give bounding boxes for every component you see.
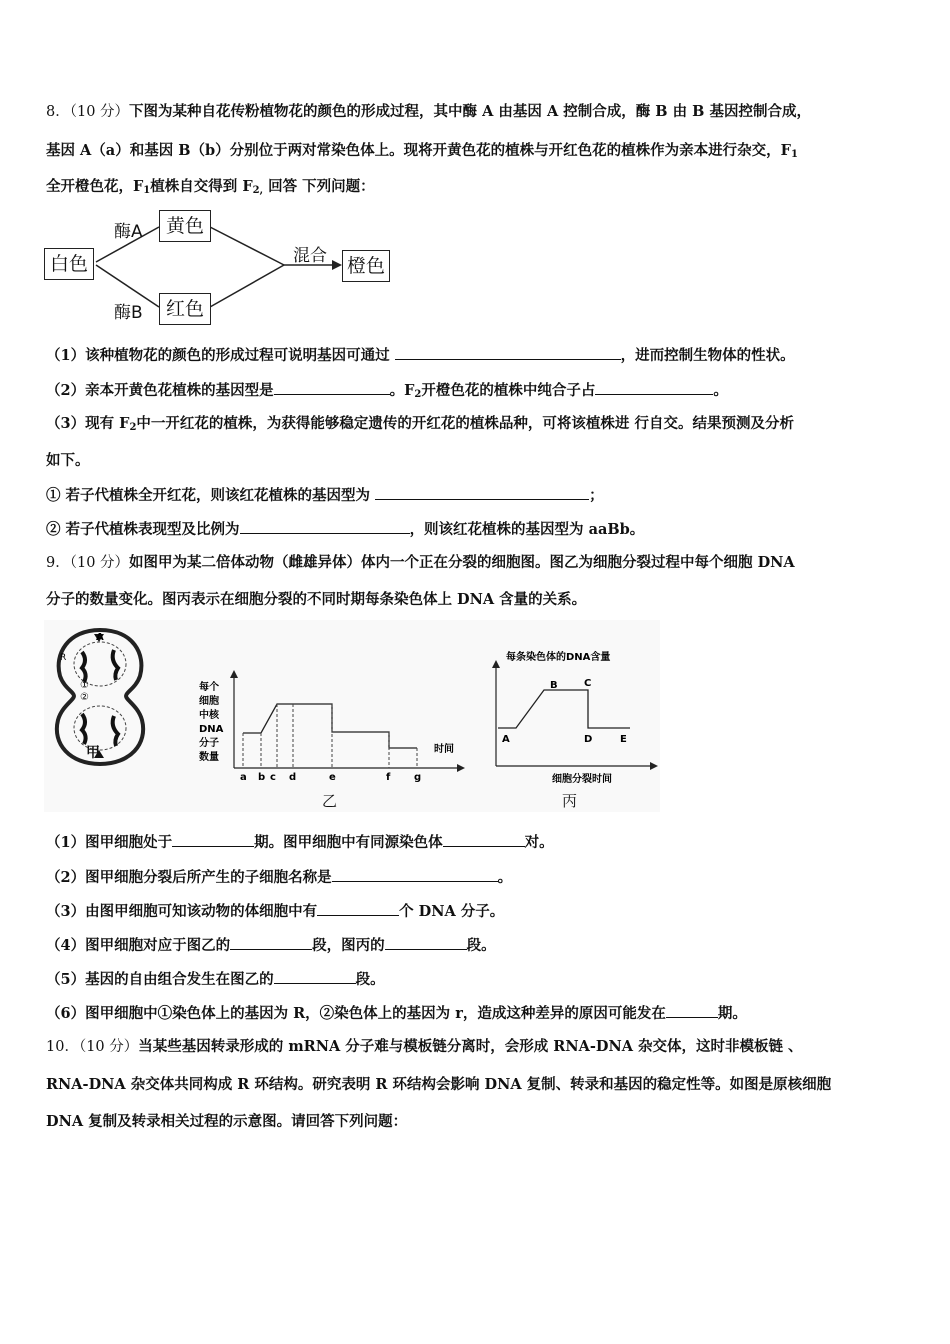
chart-bing xyxy=(484,628,659,798)
tick-g: g xyxy=(414,772,422,783)
tick-a: a xyxy=(240,772,247,783)
point-e: E xyxy=(620,734,627,745)
q9-sub-2: （2）图甲细胞分裂后所产生的子细胞名称是 。 xyxy=(46,869,513,886)
tick-c: c xyxy=(270,772,276,783)
q8-sub-2: （2）亲本开黄色花植株的基因型是 。$F_2$开橙色花的植株中纯合子占 。 xyxy=(46,382,728,400)
answer-blank[interactable] xyxy=(666,1003,718,1018)
answer-blank[interactable] xyxy=(385,935,467,950)
q8-sub-1: （1）该种植物花的颜色的形成过程可说明基因可通过 ，进而控制生物体的性状。 xyxy=(46,347,795,364)
point-d: D xyxy=(584,734,593,745)
q10-line-3: DNA 复制及转录相关过程的示意图。请回答下列问题： xyxy=(46,1113,408,1130)
tick-d: d xyxy=(289,772,297,783)
y-label-5: 分子 xyxy=(199,738,219,749)
mix-label: 混合 xyxy=(293,246,327,266)
y-label-6: 数量 xyxy=(199,752,219,763)
label-chromosome-1: ① xyxy=(80,680,89,691)
answer-blank[interactable] xyxy=(274,380,390,395)
q9-sub-1: （1）图甲细胞处于 期。图甲细胞中有同源染色体 对。 xyxy=(46,834,554,851)
enzyme-b-label: 酶B xyxy=(114,303,143,323)
cell-diagram-jia xyxy=(48,624,158,774)
y-label-1: 每个 xyxy=(199,682,219,693)
answer-blank[interactable] xyxy=(230,935,312,950)
answer-blank[interactable] xyxy=(595,380,713,395)
point-b: B xyxy=(550,680,558,691)
label-r: R xyxy=(60,653,67,663)
point-c: C xyxy=(584,678,592,689)
caption-jia: 甲 xyxy=(86,745,100,761)
point-a: A xyxy=(502,734,510,745)
y-label-2: 细胞 xyxy=(199,696,219,707)
tick-f: f xyxy=(386,772,391,783)
answer-blank[interactable] xyxy=(317,901,399,916)
q9-sub-4: （4）图甲细胞对应于图乙的 段，图丙的 段。 xyxy=(46,937,496,954)
x-label: 细胞分裂时间 xyxy=(552,774,612,785)
answer-blank[interactable] xyxy=(375,485,589,500)
answer-blank[interactable] xyxy=(443,832,525,847)
red-box: 红色 xyxy=(159,293,211,325)
label-chromosome-2: ② xyxy=(80,692,89,703)
q8-sub-3-case-2: ② 若子代植株表现型及比例为 ，则该红花植株的基因型为 aaBb。 xyxy=(46,521,645,538)
caption-bing: 丙 xyxy=(562,792,578,810)
x-label: 时间 xyxy=(434,744,454,755)
label-a: A xyxy=(96,632,104,643)
flower-color-pathway-diagram xyxy=(44,205,404,330)
cell-division-figures xyxy=(44,620,660,812)
q10-line-1: 10．（10 分）当某些基因转录形成的 mRNA 分子难与模板链分离时，会形成 RNA-DNA 杂交体，这时非模板链 、 xyxy=(46,1038,803,1055)
y-label: 每条染色体的DNA含量 xyxy=(506,652,611,663)
q8-sub-3-case-1: ① 若子代植株全开红花，则该红花植株的基因型为 ； xyxy=(46,487,604,504)
y-label-4: DNA xyxy=(199,724,224,735)
answer-blank[interactable] xyxy=(332,867,498,882)
answer-blank[interactable] xyxy=(274,969,356,984)
q9-line-1: 9．（10 分）如图甲为某二倍体动物（雌雄异体）体内一个正在分裂的细胞图。图乙为细胞分裂过程中每个细胞 DNA xyxy=(46,554,795,571)
tick-b: b xyxy=(258,772,266,783)
q9-sub-5: （5）基因的自由组合发生在图乙的 段。 xyxy=(46,971,385,988)
enzyme-a-label: 酶A xyxy=(114,222,143,242)
white-box: 白色 xyxy=(44,248,94,280)
yellow-box: 黄色 xyxy=(159,210,211,242)
q9-line-2: 分子的数量变化。图丙表示在细胞分裂的不同时期每条染色体上 DNA 含量的关系。 xyxy=(46,591,587,608)
q8-line-1: 8．（10 分）下图为某种自花传粉植物花的颜色的形成过程，其中酶 A 由基因 A 控制合成，酶 B 由 B 基因控制合成， xyxy=(46,103,811,120)
caption-yi: 乙 xyxy=(322,792,338,810)
y-label-3: 中核 xyxy=(199,710,219,721)
q9-sub-6: （6）图甲细胞中①染色体上的基因为 R，②染色体上的基因为 r，造成这种差异的原因可能发在 期。 xyxy=(46,1005,747,1022)
answer-blank[interactable] xyxy=(395,345,621,360)
tick-e: e xyxy=(329,772,336,783)
q8-sub-3: （3）现有 $F_2$中一开红花的植株，为获得能够稳定遗传的开红花的植株品种，可将该植株进 行自交。结果预测及分析 xyxy=(46,415,794,433)
q8-sub-3-cont: 如下。 xyxy=(46,452,90,469)
q9-sub-3: （3）由图甲细胞可知该动物的体细胞中有 个 DNA 分子。 xyxy=(46,903,505,920)
chart-yi xyxy=(189,628,489,798)
orange-box: 橙色 xyxy=(342,250,390,282)
answer-blank[interactable] xyxy=(240,519,410,534)
answer-blank[interactable] xyxy=(172,832,254,847)
q8-line-2: 基因 A（a）和基因 B（b）分别位于两对常染色体上。现将开黄色花的植株与开红色花的植株作为亲本进行杂交，$F_1$ xyxy=(46,142,798,160)
q8-line-3: 全开橙色花，$F_1$植株自交得到 $F_{2,}$ 回答 下列问题： xyxy=(46,178,375,196)
q10-line-2: RNA-DNA 杂交体共同构成 R 环结构。研究表明 R 环结构会影响 DNA 复制、转录和基因的稳定性等。如图是原核细胞 xyxy=(46,1076,832,1093)
